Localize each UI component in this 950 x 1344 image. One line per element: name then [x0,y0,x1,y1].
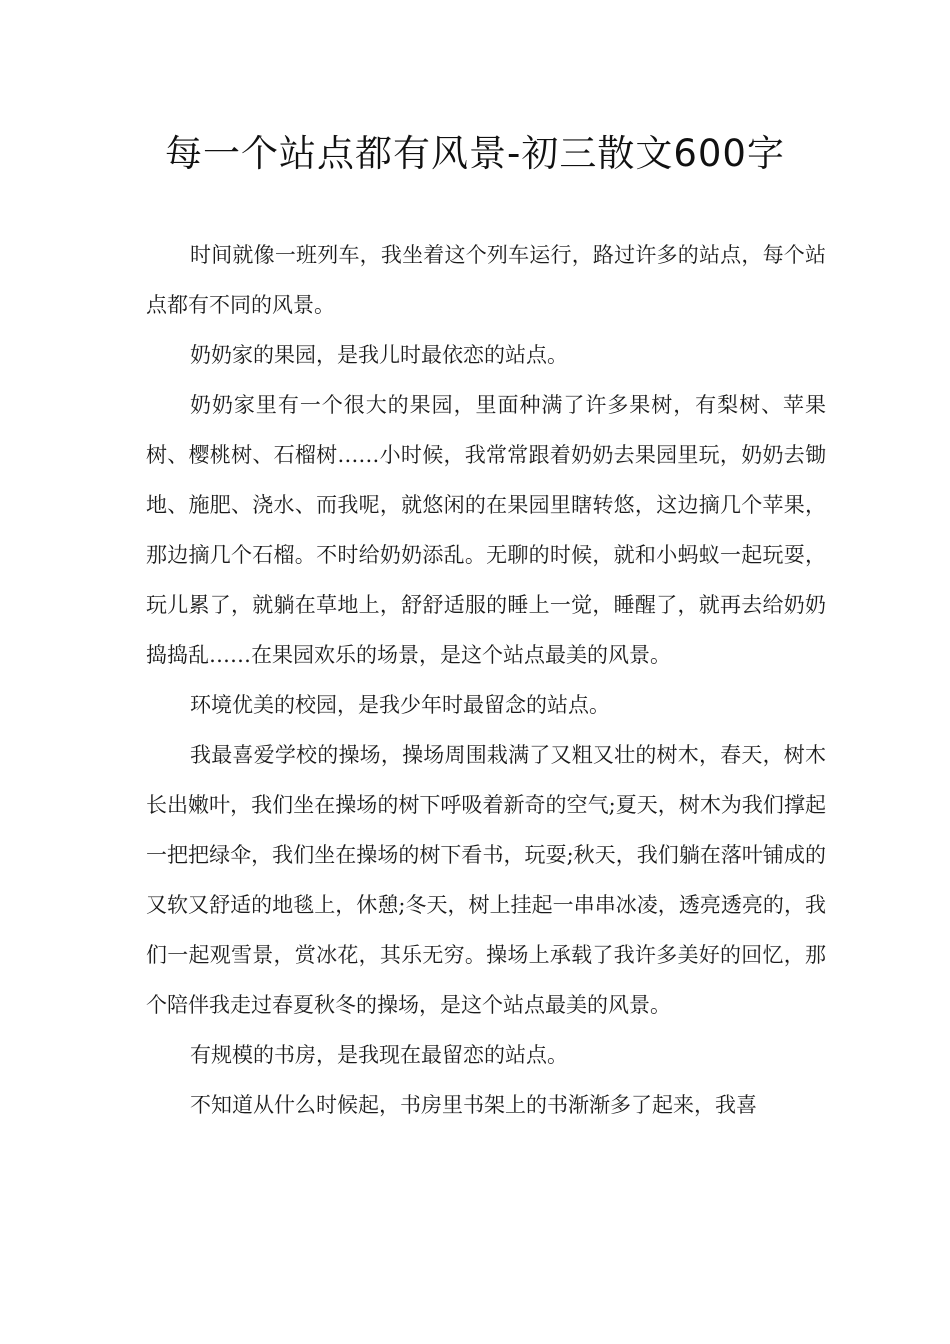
paragraph: 有规模的书房，是我现在最留恋的站点。 [190,1043,568,1067]
paragraph: 奶奶家的果园，是我儿时最依恋的站点。 [190,343,568,367]
document-body [146,230,826,1130]
paragraph: 时间就像一班列车，我坐着这个列车运行，路过许多的站点，每个站点都有不同的风景。 [146,243,826,317]
paragraph: 奶奶家里有一个很大的果园，里面种满了许多果树，有梨树、苹果树、樱桃树、石榴树……小时候，我常常跟着奶奶去果园里玩，奶奶去锄地、施肥、浇水、而我呢，就悠闲的在果园里瞎转悠，这边摘几个苹果，那边摘几个石榴。不时给奶奶添乱。无聊的时候，就和小蚂蚁一起玩耍，玩儿累了，就躺在草地上，舒舒适服的睡上一觉，睡醒了，就再去给奶奶捣捣乱……在果园欢乐的场景，是这个站点最美的风景。 [146,393,826,667]
paragraph: 我最喜爱学校的操场，操场周围栽满了又粗又壮的树木，春天，树木长出嫩叶，我们坐在操场的树下呼吸着新奇的空气;夏天，树木为我们撑起一把把绿伞，我们坐在操场的树下看书，玩耍;秋天，我们躺在落叶铺成的又软又舒适的地毯上，休憩;冬天，树上挂起一串串冰凌，透亮透亮的，我们一起观雪景，赏冰花，其乐无穷。操场上承载了我许多美好的回忆，那个陪伴我走过春夏秋冬的操场，是这个站点最美的风景。 [146,743,826,1017]
paragraph: 环境优美的校园，是我少年时最留念的站点。 [190,693,610,717]
document-title: 每一个站点都有风景-初三散文600字 [165,132,785,175]
paragraph: 不知道从什么时候起，书房里书架上的书渐渐多了起来，我喜 [190,1093,757,1117]
